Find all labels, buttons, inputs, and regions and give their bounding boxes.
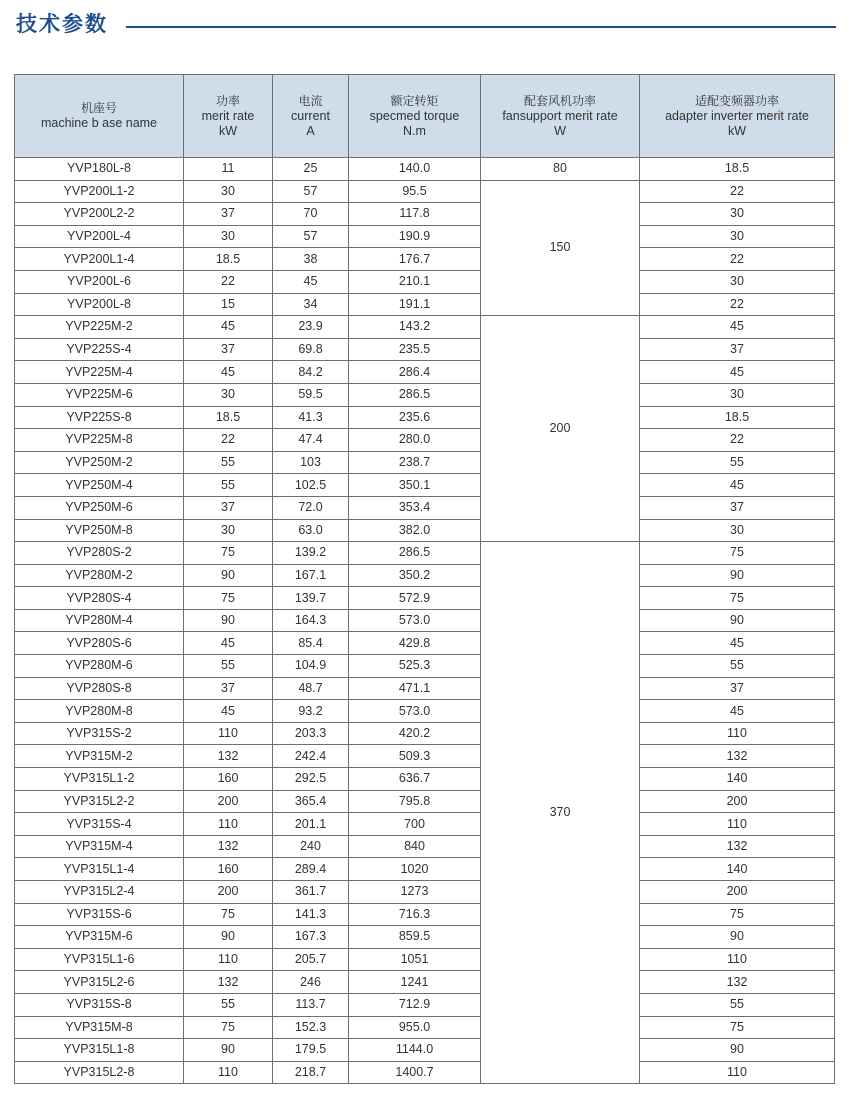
cell-inverter-power: 30 bbox=[640, 519, 835, 542]
cell-model: YVP280M-2 bbox=[15, 564, 184, 587]
cell-inverter-power: 110 bbox=[640, 1061, 835, 1084]
cell-power: 55 bbox=[184, 993, 273, 1016]
cell-torque: 795.8 bbox=[349, 790, 481, 813]
cell-power: 45 bbox=[184, 632, 273, 655]
cell-model: YVP315L1-6 bbox=[15, 948, 184, 971]
cell-inverter-power: 45 bbox=[640, 361, 835, 384]
cell-current: 365.4 bbox=[273, 790, 349, 813]
table-row bbox=[15, 429, 835, 452]
cell-model: YVP225M-6 bbox=[15, 383, 184, 406]
cell-torque: 95.5 bbox=[349, 180, 481, 203]
header-label-cn: 配套风机功率 bbox=[523, 93, 596, 108]
cell-power: 55 bbox=[184, 474, 273, 497]
cell-power: 18.5 bbox=[184, 406, 273, 429]
cell-model: YVP200L-8 bbox=[15, 293, 184, 316]
header-inverter-power bbox=[640, 75, 835, 158]
table-row bbox=[15, 632, 835, 655]
table-row bbox=[15, 1039, 835, 1062]
cell-current: 246 bbox=[273, 971, 349, 994]
cell-torque: 1273 bbox=[349, 881, 481, 904]
header-model bbox=[15, 75, 184, 158]
cell-power: 30 bbox=[184, 225, 273, 248]
cell-current: 203.3 bbox=[273, 722, 349, 745]
header-label-en: merit rate bbox=[201, 108, 255, 123]
header-label-en: machine b ase name bbox=[40, 116, 158, 130]
cell-torque: 350.2 bbox=[349, 564, 481, 587]
table-header bbox=[15, 75, 835, 158]
section-header bbox=[16, 6, 836, 38]
cell-torque: 573.0 bbox=[349, 609, 481, 632]
cell-inverter-power: 37 bbox=[640, 677, 835, 700]
cell-current: 167.3 bbox=[273, 926, 349, 949]
cell-current: 85.4 bbox=[273, 632, 349, 655]
table-row bbox=[15, 406, 835, 429]
cell-model: YVP315L2-6 bbox=[15, 971, 184, 994]
cell-torque: 429.8 bbox=[349, 632, 481, 655]
cell-power: 37 bbox=[184, 677, 273, 700]
cell-current: 152.3 bbox=[273, 1016, 349, 1039]
cell-torque: 286.4 bbox=[349, 361, 481, 384]
cell-power: 90 bbox=[184, 1039, 273, 1062]
table-row bbox=[15, 948, 835, 971]
cell-current: 141.3 bbox=[273, 903, 349, 926]
cell-torque: 238.7 bbox=[349, 451, 481, 474]
cell-power: 30 bbox=[184, 180, 273, 203]
cell-power: 45 bbox=[184, 361, 273, 384]
cell-inverter-power: 132 bbox=[640, 835, 835, 858]
cell-model: YVP280S-8 bbox=[15, 677, 184, 700]
cell-inverter-power: 110 bbox=[640, 948, 835, 971]
cell-model: YVP315S-4 bbox=[15, 813, 184, 836]
cell-torque: 573.0 bbox=[349, 700, 481, 723]
cell-fan-power: 80 bbox=[481, 158, 640, 181]
table-row bbox=[15, 293, 835, 316]
cell-power: 22 bbox=[184, 270, 273, 293]
header-label-en: fansupport merit rate bbox=[502, 108, 618, 123]
cell-current: 25 bbox=[273, 158, 349, 181]
cell-power: 90 bbox=[184, 609, 273, 632]
cell-power: 75 bbox=[184, 542, 273, 565]
cell-torque: 235.5 bbox=[349, 338, 481, 361]
cell-torque: 190.9 bbox=[349, 225, 481, 248]
cell-power: 132 bbox=[184, 745, 273, 768]
cell-current: 205.7 bbox=[273, 948, 349, 971]
table-row bbox=[15, 768, 835, 791]
spec-table bbox=[14, 74, 835, 1084]
cell-fan-power: 200 bbox=[481, 316, 640, 542]
cell-model: YVP250M-6 bbox=[15, 496, 184, 519]
cell-current: 139.2 bbox=[273, 542, 349, 565]
cell-torque: 143.2 bbox=[349, 316, 481, 339]
cell-model: YVP200L2-2 bbox=[15, 203, 184, 226]
cell-power: 75 bbox=[184, 1016, 273, 1039]
table-row bbox=[15, 722, 835, 745]
cell-inverter-power: 110 bbox=[640, 722, 835, 745]
cell-current: 59.5 bbox=[273, 383, 349, 406]
header-label-en: specmed torque bbox=[369, 108, 460, 123]
table-row bbox=[15, 971, 835, 994]
table-row bbox=[15, 993, 835, 1016]
header-label-cn: 适配变频器功率 bbox=[694, 93, 779, 108]
cell-inverter-power: 200 bbox=[640, 790, 835, 813]
cell-current: 57 bbox=[273, 180, 349, 203]
cell-torque: 716.3 bbox=[349, 903, 481, 926]
cell-current: 242.4 bbox=[273, 745, 349, 768]
table-row bbox=[15, 903, 835, 926]
cell-model: YVP315L2-2 bbox=[15, 790, 184, 813]
table-row bbox=[15, 700, 835, 723]
cell-power: 15 bbox=[184, 293, 273, 316]
cell-model: YVP315M-2 bbox=[15, 745, 184, 768]
cell-current: 70 bbox=[273, 203, 349, 226]
table-row bbox=[15, 813, 835, 836]
cell-current: 179.5 bbox=[273, 1039, 349, 1062]
cell-inverter-power: 55 bbox=[640, 451, 835, 474]
cell-power: 110 bbox=[184, 948, 273, 971]
table-row bbox=[15, 180, 835, 203]
table-row bbox=[15, 790, 835, 813]
cell-inverter-power: 200 bbox=[640, 881, 835, 904]
table-row bbox=[15, 225, 835, 248]
cell-current: 93.2 bbox=[273, 700, 349, 723]
table-row bbox=[15, 858, 835, 881]
cell-torque: 382.0 bbox=[349, 519, 481, 542]
cell-power: 55 bbox=[184, 451, 273, 474]
cell-power: 132 bbox=[184, 971, 273, 994]
header-label-en: adapter inverter merit rate bbox=[665, 108, 809, 123]
cell-current: 164.3 bbox=[273, 609, 349, 632]
table-row bbox=[15, 745, 835, 768]
cell-model: YVP315S-8 bbox=[15, 993, 184, 1016]
header-label-en: kW bbox=[218, 123, 238, 138]
cell-current: 218.7 bbox=[273, 1061, 349, 1084]
cell-inverter-power: 90 bbox=[640, 1039, 835, 1062]
cell-inverter-power: 22 bbox=[640, 248, 835, 271]
cell-inverter-power: 18.5 bbox=[640, 158, 835, 181]
cell-torque: 286.5 bbox=[349, 383, 481, 406]
cell-inverter-power: 22 bbox=[640, 293, 835, 316]
cell-torque: 1241 bbox=[349, 971, 481, 994]
header-label-en: kW bbox=[727, 123, 747, 138]
cell-inverter-power: 37 bbox=[640, 496, 835, 519]
cell-model: YVP280S-4 bbox=[15, 587, 184, 610]
cell-current: 201.1 bbox=[273, 813, 349, 836]
cell-power: 200 bbox=[184, 881, 273, 904]
cell-model: YVP200L-6 bbox=[15, 270, 184, 293]
cell-inverter-power: 55 bbox=[640, 993, 835, 1016]
cell-power: 90 bbox=[184, 564, 273, 587]
cell-model: YVP315L1-4 bbox=[15, 858, 184, 881]
cell-torque: 471.1 bbox=[349, 677, 481, 700]
cell-model: YVP315L2-8 bbox=[15, 1061, 184, 1084]
cell-power: 45 bbox=[184, 700, 273, 723]
table-row bbox=[15, 316, 835, 339]
cell-inverter-power: 90 bbox=[640, 564, 835, 587]
cell-model: YVP250M-2 bbox=[15, 451, 184, 474]
table-row bbox=[15, 451, 835, 474]
header-label-cn: 电流 bbox=[298, 93, 323, 108]
header-label-cn: 功率 bbox=[215, 93, 240, 108]
header-fan-power bbox=[481, 75, 640, 158]
cell-model: YVP225M-8 bbox=[15, 429, 184, 452]
cell-torque: 509.3 bbox=[349, 745, 481, 768]
table-row bbox=[15, 542, 835, 565]
cell-power: 160 bbox=[184, 768, 273, 791]
cell-torque: 235.6 bbox=[349, 406, 481, 429]
cell-current: 48.7 bbox=[273, 677, 349, 700]
cell-model: YVP315M-8 bbox=[15, 1016, 184, 1039]
cell-torque: 1051 bbox=[349, 948, 481, 971]
cell-torque: 1400.7 bbox=[349, 1061, 481, 1084]
cell-torque: 525.3 bbox=[349, 655, 481, 678]
cell-inverter-power: 75 bbox=[640, 1016, 835, 1039]
table-row bbox=[15, 158, 835, 181]
cell-inverter-power: 90 bbox=[640, 609, 835, 632]
cell-inverter-power: 45 bbox=[640, 632, 835, 655]
cell-model: YVP315L1-8 bbox=[15, 1039, 184, 1062]
page-title: 技术参数 bbox=[16, 12, 108, 36]
cell-power: 30 bbox=[184, 383, 273, 406]
cell-inverter-power: 37 bbox=[640, 338, 835, 361]
cell-current: 139.7 bbox=[273, 587, 349, 610]
cell-current: 240 bbox=[273, 835, 349, 858]
table-row bbox=[15, 587, 835, 610]
cell-inverter-power: 140 bbox=[640, 858, 835, 881]
header-label-en: A bbox=[306, 123, 315, 138]
cell-inverter-power: 75 bbox=[640, 903, 835, 926]
table-row bbox=[15, 474, 835, 497]
cell-power: 110 bbox=[184, 813, 273, 836]
header-label-cn: 额定转矩 bbox=[390, 93, 439, 108]
cell-torque: 955.0 bbox=[349, 1016, 481, 1039]
header-torque bbox=[349, 75, 481, 158]
cell-power: 11 bbox=[184, 158, 273, 181]
cell-model: YVP315S-2 bbox=[15, 722, 184, 745]
table-row bbox=[15, 383, 835, 406]
cell-inverter-power: 140 bbox=[640, 768, 835, 791]
cell-model: YVP225M-2 bbox=[15, 316, 184, 339]
cell-torque: 712.9 bbox=[349, 993, 481, 1016]
table-row bbox=[15, 881, 835, 904]
cell-torque: 700 bbox=[349, 813, 481, 836]
cell-power: 132 bbox=[184, 835, 273, 858]
cell-current: 113.7 bbox=[273, 993, 349, 1016]
cell-power: 160 bbox=[184, 858, 273, 881]
cell-current: 72.0 bbox=[273, 496, 349, 519]
cell-torque: 1144.0 bbox=[349, 1039, 481, 1062]
cell-model: YVP200L1-4 bbox=[15, 248, 184, 271]
cell-current: 167.1 bbox=[273, 564, 349, 587]
cell-current: 23.9 bbox=[273, 316, 349, 339]
table-row bbox=[15, 519, 835, 542]
cell-torque: 280.0 bbox=[349, 429, 481, 452]
cell-model: YVP280M-6 bbox=[15, 655, 184, 678]
cell-current: 104.9 bbox=[273, 655, 349, 678]
cell-model: YVP315M-4 bbox=[15, 835, 184, 858]
cell-power: 55 bbox=[184, 655, 273, 678]
cell-inverter-power: 30 bbox=[640, 203, 835, 226]
cell-inverter-power: 132 bbox=[640, 745, 835, 768]
table-row bbox=[15, 270, 835, 293]
table-row bbox=[15, 1016, 835, 1039]
header-label-en: N.m bbox=[403, 123, 426, 138]
cell-power: 75 bbox=[184, 903, 273, 926]
table-body bbox=[15, 158, 835, 1084]
header-label-en: W bbox=[554, 123, 566, 138]
table-row bbox=[15, 835, 835, 858]
cell-current: 69.8 bbox=[273, 338, 349, 361]
cell-current: 41.3 bbox=[273, 406, 349, 429]
cell-power: 30 bbox=[184, 519, 273, 542]
cell-current: 47.4 bbox=[273, 429, 349, 452]
cell-inverter-power: 45 bbox=[640, 700, 835, 723]
cell-inverter-power: 22 bbox=[640, 180, 835, 203]
cell-inverter-power: 45 bbox=[640, 316, 835, 339]
cell-model: YVP250M-8 bbox=[15, 519, 184, 542]
table-row bbox=[15, 609, 835, 632]
cell-inverter-power: 110 bbox=[640, 813, 835, 836]
cell-power: 37 bbox=[184, 496, 273, 519]
cell-model: YVP200L-4 bbox=[15, 225, 184, 248]
cell-inverter-power: 132 bbox=[640, 971, 835, 994]
table-row bbox=[15, 1061, 835, 1084]
cell-torque: 117.8 bbox=[349, 203, 481, 226]
cell-inverter-power: 45 bbox=[640, 474, 835, 497]
cell-current: 289.4 bbox=[273, 858, 349, 881]
cell-power: 22 bbox=[184, 429, 273, 452]
cell-model: YVP315L2-4 bbox=[15, 881, 184, 904]
cell-torque: 420.2 bbox=[349, 722, 481, 745]
cell-inverter-power: 22 bbox=[640, 429, 835, 452]
table-row bbox=[15, 361, 835, 384]
cell-inverter-power: 90 bbox=[640, 926, 835, 949]
cell-inverter-power: 30 bbox=[640, 270, 835, 293]
table-row bbox=[15, 655, 835, 678]
cell-model: YVP180L-8 bbox=[15, 158, 184, 181]
cell-torque: 840 bbox=[349, 835, 481, 858]
cell-model: YVP225S-8 bbox=[15, 406, 184, 429]
cell-torque: 350.1 bbox=[349, 474, 481, 497]
cell-power: 200 bbox=[184, 790, 273, 813]
cell-current: 34 bbox=[273, 293, 349, 316]
cell-power: 18.5 bbox=[184, 248, 273, 271]
cell-torque: 1020 bbox=[349, 858, 481, 881]
cell-torque: 353.4 bbox=[349, 496, 481, 519]
cell-model: YVP315S-6 bbox=[15, 903, 184, 926]
header-current bbox=[273, 75, 349, 158]
cell-model: YVP225M-4 bbox=[15, 361, 184, 384]
cell-model: YVP200L1-2 bbox=[15, 180, 184, 203]
cell-model: YVP280S-6 bbox=[15, 632, 184, 655]
cell-torque: 140.0 bbox=[349, 158, 481, 181]
cell-inverter-power: 75 bbox=[640, 542, 835, 565]
cell-inverter-power: 30 bbox=[640, 225, 835, 248]
cell-inverter-power: 55 bbox=[640, 655, 835, 678]
cell-current: 45 bbox=[273, 270, 349, 293]
cell-model: YVP315M-6 bbox=[15, 926, 184, 949]
header-label-cn: 机座号 bbox=[80, 101, 117, 115]
cell-inverter-power: 75 bbox=[640, 587, 835, 610]
table-row bbox=[15, 677, 835, 700]
cell-power: 45 bbox=[184, 316, 273, 339]
cell-model: YVP250M-4 bbox=[15, 474, 184, 497]
cell-torque: 636.7 bbox=[349, 768, 481, 791]
table-row bbox=[15, 564, 835, 587]
cell-model: YVP280S-2 bbox=[15, 542, 184, 565]
table-row bbox=[15, 248, 835, 271]
cell-current: 84.2 bbox=[273, 361, 349, 384]
cell-torque: 572.9 bbox=[349, 587, 481, 610]
cell-model: YVP280M-4 bbox=[15, 609, 184, 632]
table-row bbox=[15, 338, 835, 361]
cell-power: 110 bbox=[184, 722, 273, 745]
cell-torque: 176.7 bbox=[349, 248, 481, 271]
cell-torque: 210.1 bbox=[349, 270, 481, 293]
cell-power: 37 bbox=[184, 338, 273, 361]
table-row bbox=[15, 926, 835, 949]
cell-model: YVP315L1-2 bbox=[15, 768, 184, 791]
table-row bbox=[15, 203, 835, 226]
header-label-en: current bbox=[291, 108, 330, 123]
cell-fan-power: 370 bbox=[481, 542, 640, 1084]
cell-power: 37 bbox=[184, 203, 273, 226]
cell-torque: 286.5 bbox=[349, 542, 481, 565]
cell-model: YVP225S-4 bbox=[15, 338, 184, 361]
cell-current: 38 bbox=[273, 248, 349, 271]
cell-model: YVP280M-8 bbox=[15, 700, 184, 723]
cell-current: 292.5 bbox=[273, 768, 349, 791]
cell-current: 63.0 bbox=[273, 519, 349, 542]
cell-current: 57 bbox=[273, 225, 349, 248]
cell-torque: 859.5 bbox=[349, 926, 481, 949]
cell-current: 102.5 bbox=[273, 474, 349, 497]
cell-power: 75 bbox=[184, 587, 273, 610]
cell-torque: 191.1 bbox=[349, 293, 481, 316]
title-rule bbox=[126, 26, 836, 28]
cell-current: 361.7 bbox=[273, 881, 349, 904]
cell-inverter-power: 18.5 bbox=[640, 406, 835, 429]
cell-inverter-power: 30 bbox=[640, 383, 835, 406]
cell-power: 90 bbox=[184, 926, 273, 949]
cell-fan-power: 150 bbox=[481, 180, 640, 316]
cell-current: 103 bbox=[273, 451, 349, 474]
cell-power: 110 bbox=[184, 1061, 273, 1084]
header-power bbox=[184, 75, 273, 158]
table-row bbox=[15, 496, 835, 519]
